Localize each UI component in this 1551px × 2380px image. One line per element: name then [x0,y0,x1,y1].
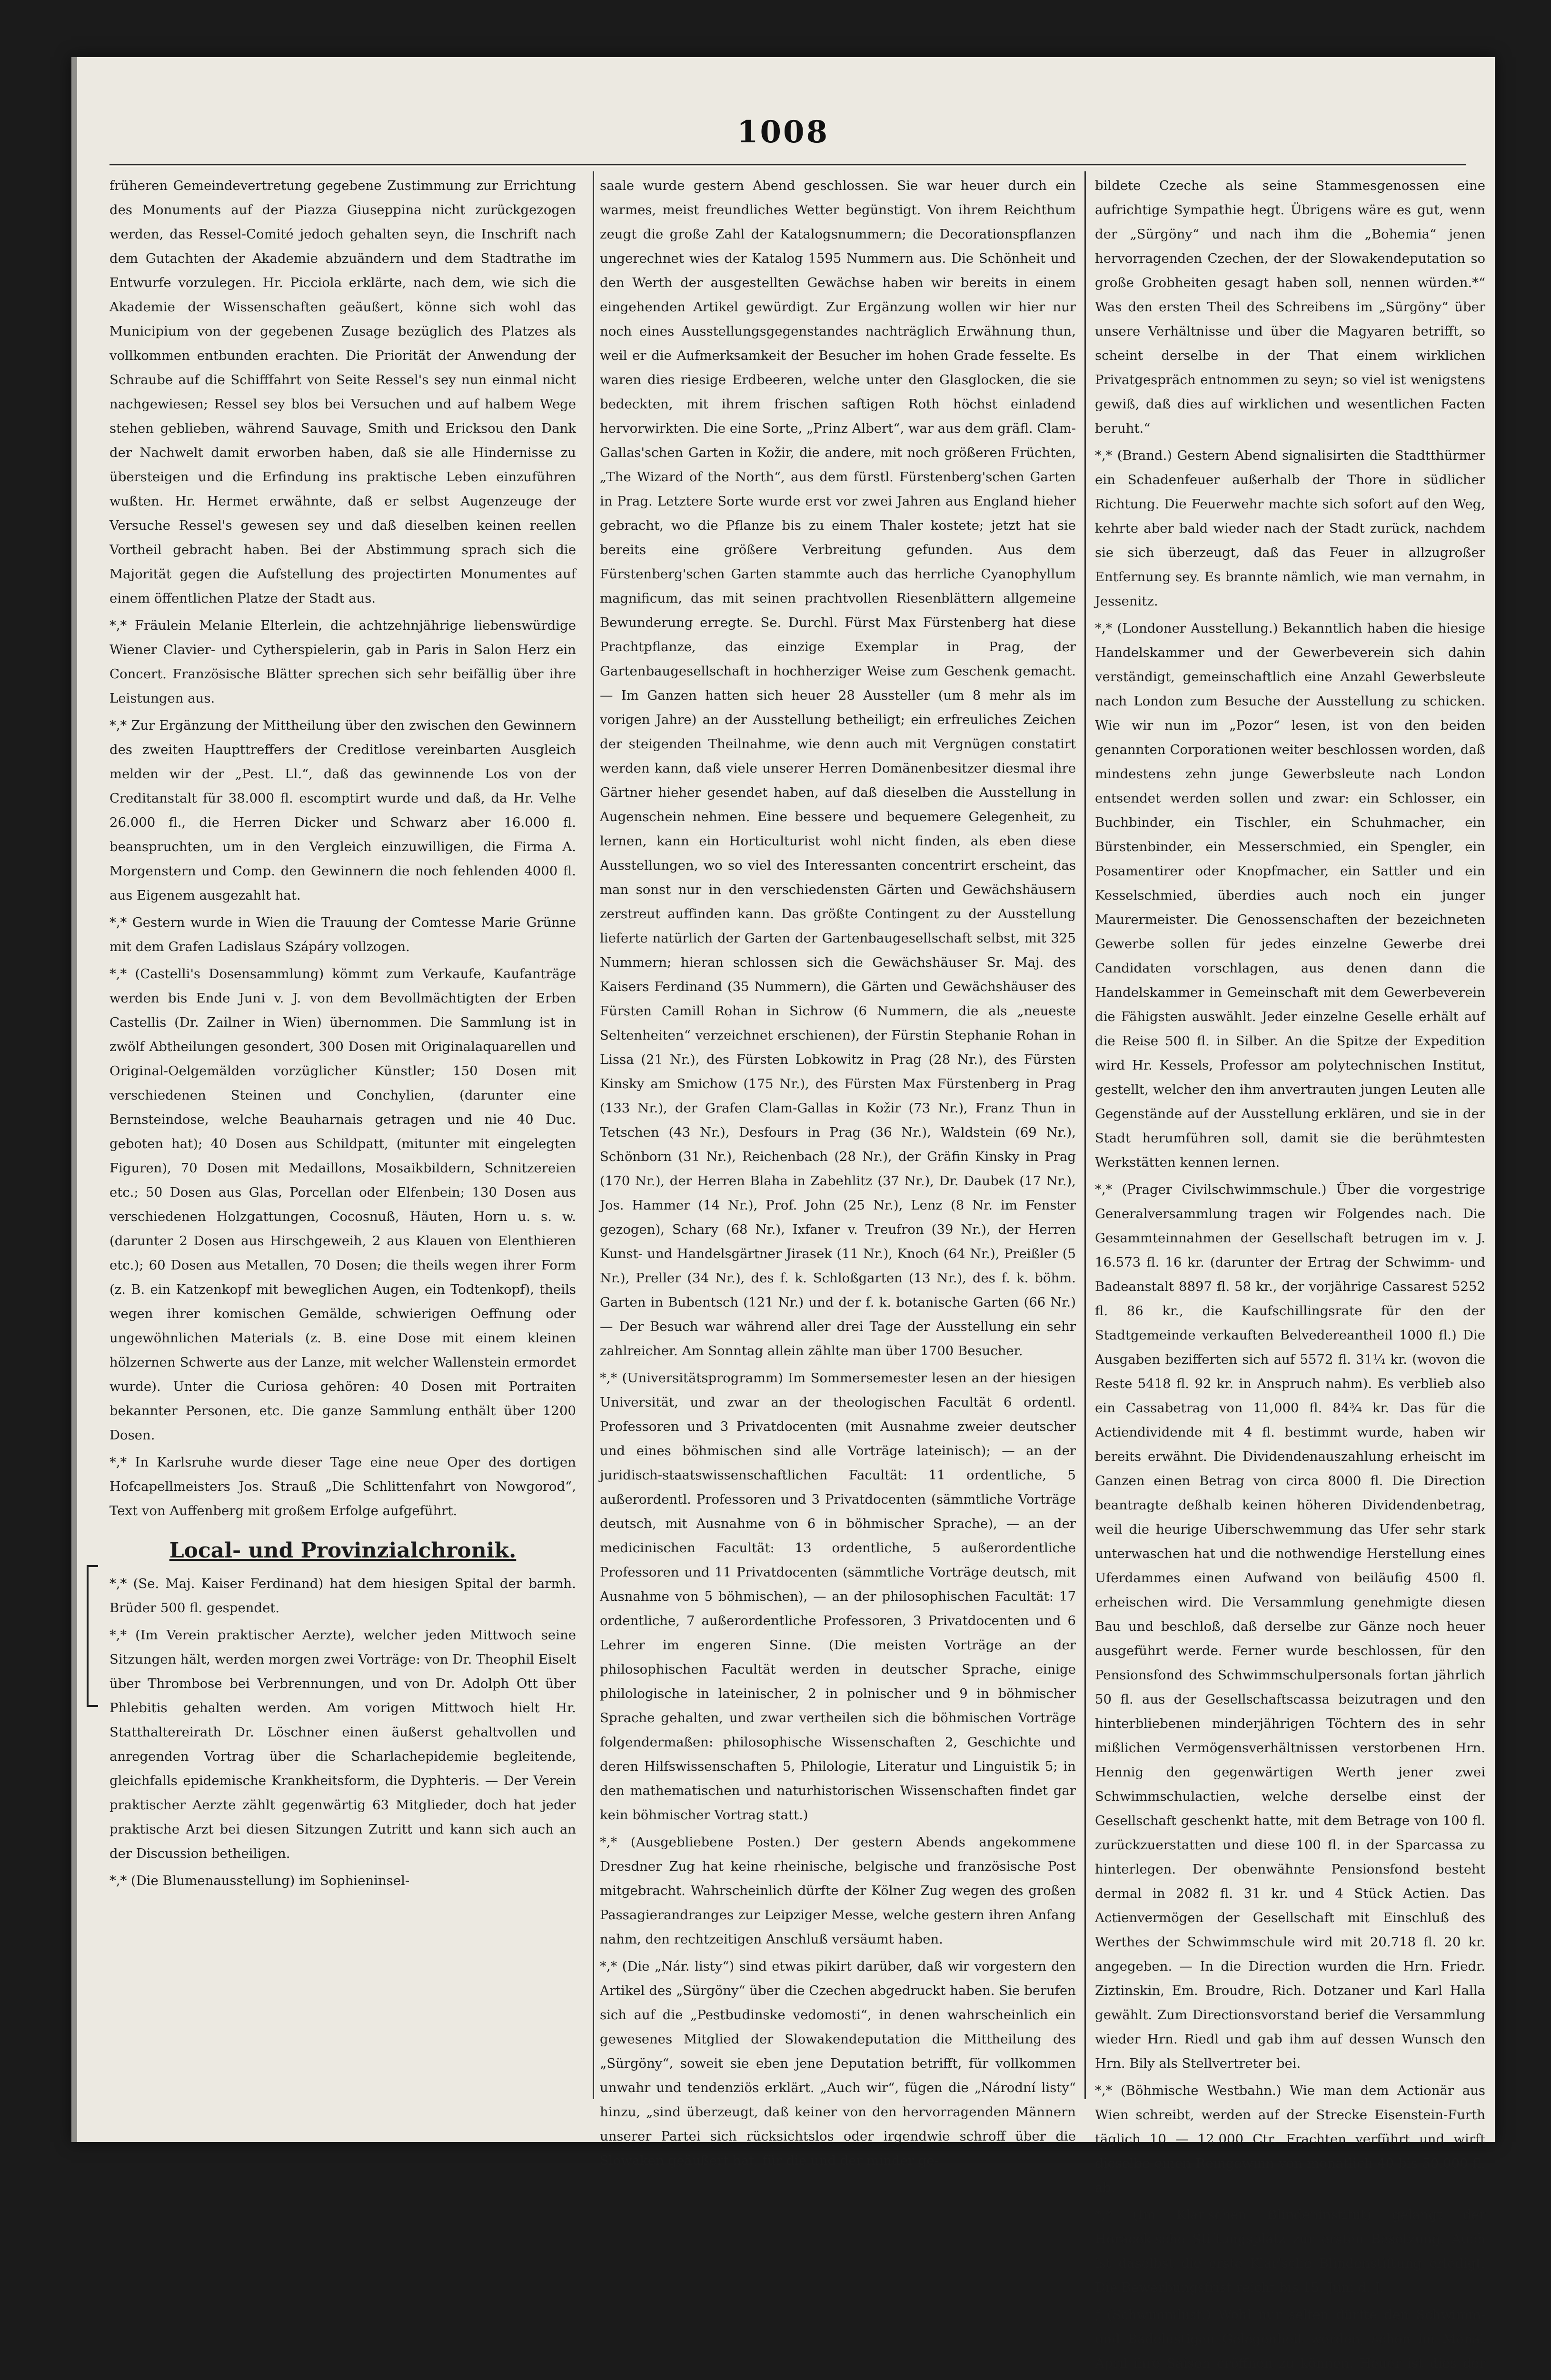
article-paragraph: *,* Gestern wurde in Wien die Trauung der Comtesse Marie Grünne mit dem Grafen Ladislaus Szápáry vollzogen. [109,915,576,954]
article-paragraph: bildete Czeche als seine Stammesgenossen eine aufrichtige Sympathie hegt. Übrigens wäre es gut, wenn der „Sürgöny“ und nach ihm die „Bohemia“ jenen hervorragenden Czechen, der der Slowakendeputation so große Grobheiten gesagt haben soll, nennen würden.*“ Was den ersten Theil des Schreibens im „Sürgöny“ über unsere Verhältnisse und über die Magyaren betrifft, so scheint derselbe in der That einem wirklichen Privatgespräch entnommen zu seyn; so viel ist wenigstens gewiß, daß dies auf wirklichen und wesentlichen Facten beruht.“ [1095,178,1485,436]
column-divider-2 [1084,171,1086,2099]
page-number: 1008 [736,114,830,150]
column-3 [1095,174,1485,2380]
header-rule [109,164,1466,166]
article-paragraph: *,* (Die Blumenausstellung) im Sophieninsel- [109,1873,410,1888]
article-paragraph: *,* (Im Verein praktischer Aerzte), welcher jeden Mittwoch seine Sitzungen hält, werden morgen zwei Vorträge: von Dr. Theophil Eiselt über Thrombose bei Verbrennungen, und von Dr. Adolph Ott über Phlebitis gehalten werden. Am vorigen Mittwoch hielt Hr. Statthaltereirath Dr. Löschner einen äußerst gehaltvollen und anregenden Vortrag über die Scharlachepidemie begleitende, gleichfalls epidemische Krankheitsform, die Dyphteris. — Der Verein praktischer Aerzte zählt gegenwärtig 63 Mitglieder, doch hat jeder praktische Arzt bei diesen Sitzungen Zutritt und kann sich auch an der Discussion betheiligen. [109,1627,576,1861]
article-paragraph: *,* (Castelli's Dosensammlung) kömmt zum Verkaufe, Kaufanträge werden bis Ende Juni v. J. von dem Bevollmächtigten der Erben Castellis (Dr. Zailner in Wien) übernommen. Die Sammlung ist in zwölf Abtheilungen gesondert, 300 Dosen mit Originalaquarellen und Original-Oelgemälden vorzüglicher Künstler; 150 Dosen mit verschiedenen Steinen und Conchylien, (darunter eine Bernsteindose, welche Beauharnais getragen und nie 40 Duc. geboten hat); 40 Dosen aus Schildpatt, (mitunter mit eingelegten Figuren), 70 Dosen mit Medaillons, Mosaikbildern, Schnitzereien etc.; 50 Dosen aus Glas, Porcellan oder Elfenbein; 130 Dosen aus verschiedenen Holzgattungen, Cocosnuß, Häuten, Horn u. s. w. (darunter 2 Dosen aus Hirschgeweih, 2 aus Klauen von Elenthieren etc.); 60 Dosen aus Metallen, 70 Dosen; die theils wegen ihrer Form (z. B. ein Katzenkopf mit beweglichen Augen, ein Todtenkopf), theils wegen ihrer komischen Gemälde, schwierigen Oeffnung oder ungewöhnlichen Materials (z. B. eine Dose mit einem kleinen hölzernen Schwerte aus der Lanze, mit welcher Wallenstein ermordet wurde). Unter die Curiosa gehören: 40 Dosen mit Portraiten bekannter Personen, etc. Die ganze Sammlung enthält über 1200 Dosen. [109,966,576,1443]
article-paragraph: *,* (Brand.) Gestern Abend signalisirten die Stadtthürmer ein Schadenfeuer außerhalb der Thore in südlicher Richtung. Die Feuerwehr machte sich sofort auf den Weg, kehrte aber bald wieder nach der Stadt zurück, nachdem sie sich überzeugt, daß das Feuer in allzugroßer Entfernung sey. Es brannte nämlich, wie man vernahm, in Jessenitz. [1095,448,1485,609]
article-paragraph: *,* (Universitätsprogramm) Im Sommersemester lesen an der hiesigen Universität, und zwar an der theologischen Facultät 6 ordentl. Professoren und 3 Privatdocenten (mit Ausnahme zweier deutscher und eines böhmischen sind alle Vorträge lateinisch); — an der juridisch-staatswissenschaftlichen Facultät: 11 ordentliche, 5 außerordentl. Professoren und 3 Privatdocenten (sämmtliche Vorträge deutsch, mit Ausnahme von 6 in böhmischer Sprache), — an der medicinischen Facultät: 13 ordentliche, 5 außerordentliche Professoren und 11 Privatdocenten (sämmtliche Vorträge deutsch, mit Ausnahme von 5 böhmischen), — an der philosophischen Facultät: 17 ordentliche, 7 außerordentliche Professoren, 3 Privatdocenten und 6 Lehrer im engeren Sinne. (Die meisten Vorträge an der philosophischen Facultät werden in deutscher Sprache, einige philologische in lateinischer, 2 in polnischer und 9 in böhmischer Sprache gehalten, und zwar vertheilen sich die böhmischen Vorträge folgendermaßen: philosophische Wissenschaften 2, Geschichte und deren Hilfswissenschaften 5, Philologie, Literatur und Linguistik 5; in den mathematischen und naturhistorischen Wissenschaften findet gar kein böhmischer Vortrag statt.) [600,1370,1076,1823]
newspaper-page [71,57,1495,2371]
article-paragraph: *,* (Londoner Ausstellung.) Bekanntlich haben die hiesige Handelskammer und der Gewerbeverein sich dahin verständigt, gemeinschaftlich eine Anzahl Gewerbsleute nach London zum Besuche der Ausstellung zu schicken. Wie wir nun im „Pozor“ lesen, ist von den beiden genannten Corporationen weiter beschlossen worden, daß mindestens zehn junge Gewerbsleute nach London entsendet werden sollen und zwar: ein Schlosser, ein Buchbinder, ein Tischler, ein Schuhmacher, ein Bürstenbinder, ein Messerschmied, ein Spengler, ein Posamentirer oder Knopfmacher, ein Sattler und ein Kesselschmied, überdies auch noch ein junger Maurermeister. Die Genossenschaften der bezeichneten Gewerbe sollen für jedes einzelne Gewerbe drei Candidaten vorschlagen, aus denen dann die Handelskammer in Gemeinschaft mit dem Gewerbeverein die Fähigsten auswählt. Jeder einzelne Geselle erhält auf die Reise 500 fl. in Silber. An die Spitze der Expedition wird Hr. Kessels, Professor am polytechnischen Institut, gestellt, welcher den ihm anvertrauten jungen Leuten alle Gegenstände auf der Ausstellung erklären, und sie in der Stadt herumführen soll, damit sie die berühmtesten Werkstätten kennen lernen. [1095,621,1485,1170]
article-paragraph: *,* (Prager Civilschwimmschule.) Über die vorgestrige Generalversammlung tragen wir Folgendes nach. Die Gesammteinnahmen der Gesellschaft betrugen im v. J. 16.573 fl. 16 kr. (darunter der Ertrag der Schwimm- und Badeanstalt 8897 fl. 58 kr., der vorjährige Cassarest 5252 fl. 86 kr., die Kaufschillingsrate für den der Stadtgemeinde verkauften Belvedereantheil 1000 fl.) Die Ausgaben bezifferten sich auf 5572 fl. 31¼ kr. (wovon die Reste 5418 fl. 92 kr. in Anspruch nahm). Es verblieb also ein Cassabetrag von 11,000 fl. 84¾ kr. Das für die Actiendividende mit 4 fl. bestimmt wurde, haben wir bereits erwähnt. Die Dividendenauszahlung erheischt im Ganzen einen Betrag von circa 8000 fl. Die Direction beantragte deßhalb keinen höheren Dividendenbetrag, weil die heurige Uiberschwemmung das Ufer sehr stark unterwaschen hat und die nothwendige Herstellung eines Uferdammes einen Aufwand von beiläufig 4500 fl. erheischen wird. Die Versammlung genehmigte diesen Bau und beschloß, daß derselbe zur Gänze noch heuer ausgeführt werde. Ferner wurde beschlossen, für den Pensionsfond des Schwimmschulpersonals fortan jährlich 50 fl. aus der Gesellschaftscassa beizutragen und den hinterbliebenen minderjährigen Töchtern des in sehr mißlichen Vermögensverhältnissen verstorbenen Hrn. Hennig den gegenwärtigen Werth jener zwei Schwimmschulactien, welche derselbe einst der Gesellschaft geschenkt hatte, mit dem Betrage von 100 fl. zurückzuerstatten und diese 100 fl. in der Sparcassa zu hinterlegen. Der obenwähnte Pensionsfond besteht dermal in 2082 fl. 31 kr. und 4 Stück Actien. Das Actienvermögen der Gesellschaft mit Einschluß des Werthes der Schwimmschule wird mit 20.718 fl. 20 kr. angegeben. — In die Direction wurden die Hrn. Friedr. Ziztinskin, Em. Broudre, Rich. Dotzaner und Karl Halla gewählt. Zum Directionsvorstand berief die Versammlung wieder Hrn. Riedl und gab ihm auf dessen Wunsch den Hrn. Bily als Stellvertreter bei. [1095,1182,1485,2071]
section-heading: Local- und Provinzialchronik. [169,1538,517,1563]
page-edge-shadow [71,57,77,2142]
article-paragraph: ƒ (Schwimmlust.) Wohl nur selten dürfte den Schwimm- und Badelustigen Gelegenheit werden, schon im Monat April ihre Saison eröffnen zu können. Heuer ist dies der [1095,2307,1485,2371]
column-divider-1 [593,171,594,2099]
article-paragraph: *,* (Im Klar'schen Blindeninstitut) gelangt der Horacek'sche Stiftungsplatz zur ersten Besetzung. Auch ist daselbst die erste Klar'sche Blindenstiftung erledigt. Die Bewerbungsfrist reicht bis 15. Juni d. J. [1095,2207,1485,2295]
article-paragraph: früheren Gemeindevertretung gegebene Zustimmung zur Errichtung des Monuments auf der Piazza Giuseppina nicht zurückgezogen werden, das Ressel-Comité jedoch gehalten seyn, die Inschrift nach dem Gutachten der Akademie abzuändern und dem Stadtrathe im Entwurfe vorzulegen. Hr. Picciola erklärte, nach dem, wie sich die Akademie der Wissenschaften geäußert, könne sich wohl das Municipium von der gegebenen Zusage bezüglich des Platzes als vollkommen entbunden erachten. Die Priorität der Anwendung der Schraube auf die Schifffahrt von Seite Ressel's sey nun einmal nicht nachgewiesen; Ressel sey blos bei Versuchen und auf halbem Wege stehen geblieben, während Sauvage, Smith und Ericksou den Dank der Nachwelt damit erworben haben, daß sie alle Hindernisse zu übersteigen und die Erfindung ins praktische Leben einzuführen wußten. Hr. Hermet erwähnte, daß er selbst Augenzeuge der Versuche Ressel's gewesen sey und daß dieselben keinen reellen Vortheil gebracht haben. Bei der Abstimmung sprach sich die Majorität gegen die Aufstellung des projectirten Monumentes auf einem öffentlichen Platze der Stadt aus. [109,178,576,606]
article-paragraph: *,* Zur Ergänzung der Mittheilung über den zwischen den Gewinnern des zweiten Haupttreffers der Creditlose vereinbarten Ausgleich melden wir der „Pest. Ll.“, daß das gewinnende Los von der Creditanstalt für 38.000 fl. escomptirt wurde und daß, da Hr. Velhe 26.000 fl., die Herren Dicker und Schwarz aber 16.000 fl. beanspruchten, um in den Vergleich einzuwilligen, die Firma A. Morgenstern und Comp. den Gewinnern die noch fehlenden 4000 fl. aus Eigenem ausgezahlt hat. [109,718,576,903]
margin-bracket-mark [87,1565,98,1707]
column-1 [109,174,576,1896]
article-paragraph: *,* (Ausgebliebene Posten.) Der gestern Abends angekommene Dresdner Zug hat keine rheinische, belgische und französische Post mitgebracht. Wahrscheinlich dürfte der Kölner Zug wegen des großen Passagierandranges zur Leipziger Messe, welche gestern ihren Anfang nahm, den rechtzeitigen Anschluß versäumt haben. [600,1835,1076,1947]
article-paragraph: *,* Fräulein Melanie Elterlein, die achtzehnjährige liebenswürdige Wiener Clavier- und Cytherspielerin, gab in Paris in Salon Herz ein Concert. Französische Blätter sprechen sich sehr beifällig über ihre Leistungen aus. [109,618,576,706]
article-paragraph: *,* (Böhmische Westbahn.) Wie man dem Actionär aus Wien schreibt, werden auf der Strecke Eisenstein-Furth täglich 10 — 12.000 Ctr. Frachten verführt und wirft dieselbe einen Reingewinn von monatlich 40 bis 50.000 fl. ab. [1095,2083,1485,2195]
column-2 [600,174,1076,2176]
article-paragraph: *,* (Se. Maj. Kaiser Ferdinand) hat dem hiesigen Spital der barmh. Brüder 500 fl. gespendet. [109,1576,576,1616]
article-paragraph: *,* In Karlsruhe wurde dieser Tage eine neue Oper des dortigen Hofcapellmeisters Jos. Strauß „Die Schlittenfahrt von Nowgorod“, Text von Auffenberg mit großem Erfolge aufgeführt. [109,1455,576,1518]
article-paragraph: *,* (Die „Nár. listy“) sind etwas pikirt darüber, daß wir vorgestern den Artikel des „Sürgöny“ über die Czechen abgedruckt haben. Sie berufen sich auf die „Pestbudinske vedomosti“, in denen wahrscheinlich ein gewesenes Mitglied der Slowakendeputation die Mittheilung des „Sürgöny“, soweit sie eben jene Deputation betrifft, für vollkommen unwahr und tendenziös erklärt. „Auch wir“, fügen die „Národní listy“ hinzu, „sind überzeugt, daß keiner von den hervorragenden Männern unserer Partei sich rücksichtslos oder irgendwie schroff über die Slowaken geäußert hat, für die und der minder ge- [600,1959,1076,2168]
article-paragraph: saale wurde gestern Abend geschlossen. Sie war heuer durch ein warmes, meist freundliches Wetter begünstigt. Von ihrem Reichthum zeugt die große Zahl der Katalogsnummern; die Decorationspflanzen ungerechnet wies der Katalog 1595 Nummern aus. Die Schönheit und den Werth der ausgestellten Gewächse haben wir bereits in einem eingehenden Artikel gewürdigt. Zur Ergänzung wollen wir hier nur noch eines Ausstellungsgegenstandes nachträglich Erwähnung thun, weil er die Aufmerksamkeit der Besucher im hohen Grade fesselte. Es waren dies riesige Erdbeeren, welche unter den Glasglocken, die sie bedeckten, mit ihrem frischen saftigen Roth höchst einladend hervorwirkten. Die eine Sorte, „Prinz Albert“, war aus dem gräfl. Clam-Gallas'schen Garten in Kožir, die andere, mit noch größeren Früchten, „The Wizard of the North“, aus dem fürstl. Fürstenberg'schen Garten in Prag. Letztere Sorte wurde erst vor zwei Jahren aus England hieher gebracht, wo die Pflanze bis zu einem Thaler kostete; jetzt hat sie bereits eine größere Verbreitung gefunden. Aus dem Fürstenberg'schen Garten stammte auch das herrliche Cyanophyllum magnificum, das mit seinen prachtvollen Riesenblättern allgemeine Bewunderung erregte. Se. Durchl. Fürst Max Fürstenberg hat diese Prachtpflanze, das einzige Exemplar in Prag, der Gartenbaugesellschaft in hochherziger Weise zum Geschenk gemacht. — Im Ganzen hatten sich heuer 28 Aussteller (um 8 mehr als im vorigen Jahre) an der Ausstellung betheiligt; ein erfreuliches Zeichen der steigenden Theilnahme, wie denn auch mit Vergnügen constatirt werden kann, daß viele unserer Herren Domänenbesitzer diesmal ihre Gärtner hieher gesendet haben, auf daß dieselben die Ausstellung in Augenschein nehmen. Eine bessere und bequemere Gelegenheit, zu lernen, kann ein Horticulturist wohl nicht finden, als eben diese Ausstellungen, wo so viel des Interessanten concentrirt erscheint, das man sonst nur in den verschiedensten Gärten und Gewächshäusern zerstreut auffinden kann. Das größte Contingent zu der Ausstellung lieferte natürlich der Garten der Gartenbaugesellschaft selbst, mit 325 Nummern; hieran schlossen sich die Gewächshäuser Sr. Maj. des Kaisers Ferdinand (35 Nummern), die Gärten und Gewächshäuser des Fürsten Camill Rohan in Sichrow (6 Nummern, die als „neueste Seltenheiten“ verzeichnet erschienen), der Fürstin Stephanie Rohan in Lissa (21 Nr.), des Fürsten Lobkowitz in Prag (28 Nr.), des Fürsten Kinsky am Smichow (175 Nr.), des Fürsten Max Fürstenberg in Prag (133 Nr.), der Grafen Clam-Gallas in Kožir (73 Nr.), Franz Thun in Tetschen (43 Nr.), Desfours in Prag (36 Nr.), Waldstein (69 Nr.), Schönborn (31 Nr.), Reichenbach (28 Nr.), der Gräfin Kinsky in Prag (170 Nr.), der Herren Blaha in Zabehlitz (37 Nr.), Dr. Daubek (17 Nr.), Jos. Hammer (14 Nr.), Prof. John (25 Nr.), Lenz (8 Nr. im Fenster gezogen), Schary (68 Nr.), Ixfaner v. Treufron (39 Nr.), der Herren Kunst- und Handelsgärtner Jirasek (11 Nr.), Knoch (64 Nr.), Preißler (5 Nr.), Preller (34 Nr.), des f. k. Schloßgarten (13 Nr.), des f. k. böhm. Garten in Bubentsch (121 Nr.) und der f. k. botanische Garten (66 Nr.) — Der Besuch war während aller drei Tage der Ausstellung ein sehr zahlreicher. Am Sonntag allein zählte man über 1700 Besucher. [600,178,1076,1359]
